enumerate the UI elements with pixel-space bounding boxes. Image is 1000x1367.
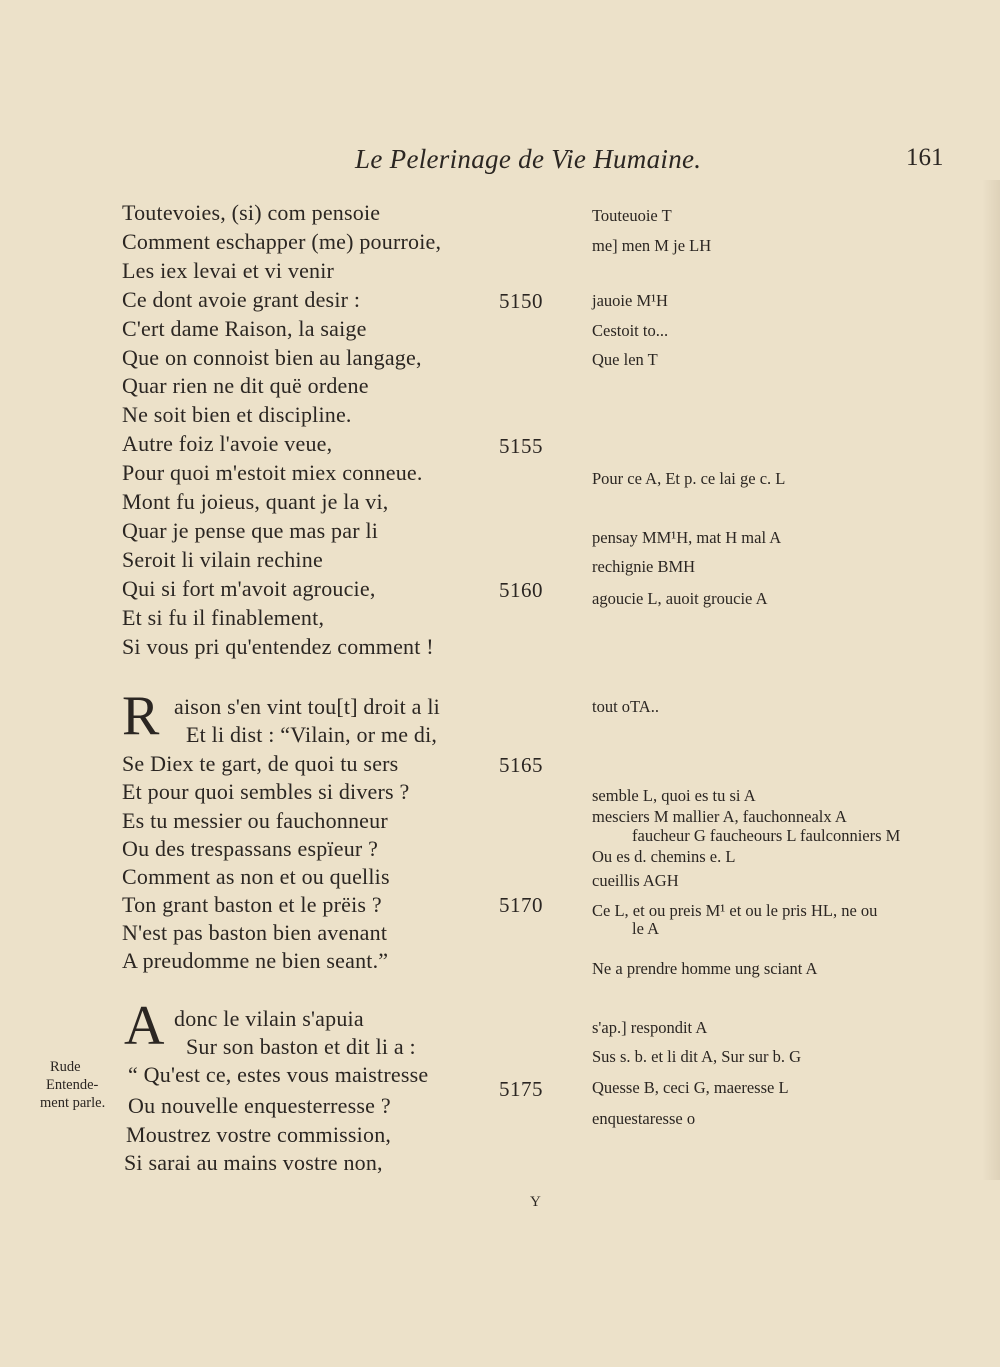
dropcap-a: A (124, 995, 165, 1057)
signature-mark: Y (530, 1194, 541, 1210)
verse-line: Si sarai au mains vostre non, (124, 1150, 383, 1175)
variant-note: Pour ce A, Et p. ce lai ge c. L (592, 469, 786, 488)
variant-note: semble L, quoi es tu si A (592, 786, 756, 805)
verse-line: donc le vilain s'apuia (174, 1006, 364, 1031)
line-number: 5150 (499, 289, 543, 313)
variant-note: Que len T (592, 350, 658, 369)
variant-note: enquestaresse o (592, 1109, 696, 1128)
line-number: 5175 (499, 1077, 543, 1101)
verse-line: Es tu messier ou fauchonneur (122, 808, 388, 833)
verse-line: Pour quoi m'estoit miex conneue. (122, 460, 423, 485)
verse-line: Que on connoist bien au langage, (122, 345, 422, 370)
verse-line: aison s'en vint tou[t] droit a li (174, 694, 440, 719)
verse-line: Ou des trespassans espïeur ? (122, 836, 379, 861)
variant-note: s'ap.] respondit A (592, 1018, 708, 1037)
variant-note: Ne a prendre homme ung sciant A (592, 959, 818, 978)
variant-note: le A (632, 919, 660, 938)
verse-line: Comment eschapper (me) pourroie, (122, 229, 442, 254)
verse-line: A preudomme ne bien seant.” (122, 948, 389, 973)
verse-line: Les iex levai et vi venir (122, 258, 335, 283)
verse-line: N'est pas baston bien avenant (122, 920, 388, 945)
dropcap-r: R (122, 685, 160, 747)
margin-note-line: Rude (50, 1059, 81, 1075)
verse-line: C'ert dame Raison, la saige (122, 316, 367, 341)
verse-line: Moustrez vostre commission, (126, 1122, 392, 1147)
verse-line: Autre foiz l'avoie veue, (122, 431, 333, 456)
variant-note: Ou es d. chemins e. L (592, 847, 736, 866)
verse-line: Toutevoies, (si) com pensoie (122, 200, 381, 225)
verse-line: Qui si fort m'avoit agroucie, (122, 576, 376, 601)
verse-line: Ce dont avoie grant desir : (122, 287, 361, 312)
variant-note: rechignie BMH (592, 557, 696, 576)
variant-note: cueillis AGH (592, 871, 679, 890)
verse-line: Ton grant baston et le prëis ? (122, 892, 382, 917)
line-number: 5165 (499, 753, 543, 777)
verse-line: Ne soit bien et discipline. (122, 402, 352, 427)
verse-line: Comment as non et ou quellis (122, 864, 390, 889)
variant-note: Cestoit to... (592, 321, 669, 340)
margin-note (40, 1058, 105, 1112)
variant-note: Ce L, et ou preis M¹ et ou le pris HL, ne ou (592, 901, 878, 920)
margin-note-line: Entende- (46, 1077, 99, 1093)
verse-line: Quar je pense que mas par li (122, 518, 379, 543)
verse-line: Mont fu joieus, quant je la vi, (122, 489, 389, 514)
variant-note: pensay MM¹H, mat H mal A (592, 528, 782, 547)
variant-note: tout oTA.. (592, 697, 659, 716)
line-number: 5170 (499, 893, 543, 917)
variant-note: Sus s. b. et li dit A, Sur sur b. G (592, 1047, 802, 1066)
variant-note: mesciers M mallier A, fauchonnealx A (592, 807, 847, 826)
verse-line: Et pour quoi sembles si divers ? (122, 779, 410, 804)
verse-line: Et si fu il finablement, (122, 605, 325, 630)
variant-note: agoucie L, auoit groucie A (592, 589, 768, 608)
page-edge-shadow (982, 180, 1000, 1180)
variant-note: faucheur G faucheours L faulconniers M (632, 826, 901, 845)
margin-note-line: ment parle. (40, 1095, 106, 1111)
verse-line: Quar rien ne dit quë ordene (122, 373, 369, 398)
verse-line: Seroit li vilain rechine (122, 547, 323, 572)
verse-line: Et li dist : “Vilain, or me di, (186, 722, 438, 747)
variant-note: jauoie M¹H (592, 291, 668, 310)
variant-note: Quesse B, ceci G, maeresse L (592, 1078, 789, 1097)
running-title: Le Pelerinage de Vie Humaine. (355, 144, 702, 174)
variant-note: me] men M je LH (592, 236, 712, 255)
verse-line: Ou nouvelle enquesterresse ? (128, 1093, 391, 1118)
line-number: 5155 (499, 434, 543, 458)
verse-line: “ Qu'est ce, estes vous maistresse (128, 1062, 429, 1087)
verse-line: Si vous pri qu'entendez comment ! (122, 634, 434, 659)
variant-note: Touteuoie T (592, 206, 672, 225)
line-number: 5160 (499, 578, 543, 602)
verse-line: Sur son baston et dit li a : (186, 1034, 416, 1059)
verse-line: Se Diex te gart, de quoi tu sers (122, 751, 399, 776)
page-number: 161 (906, 144, 944, 171)
